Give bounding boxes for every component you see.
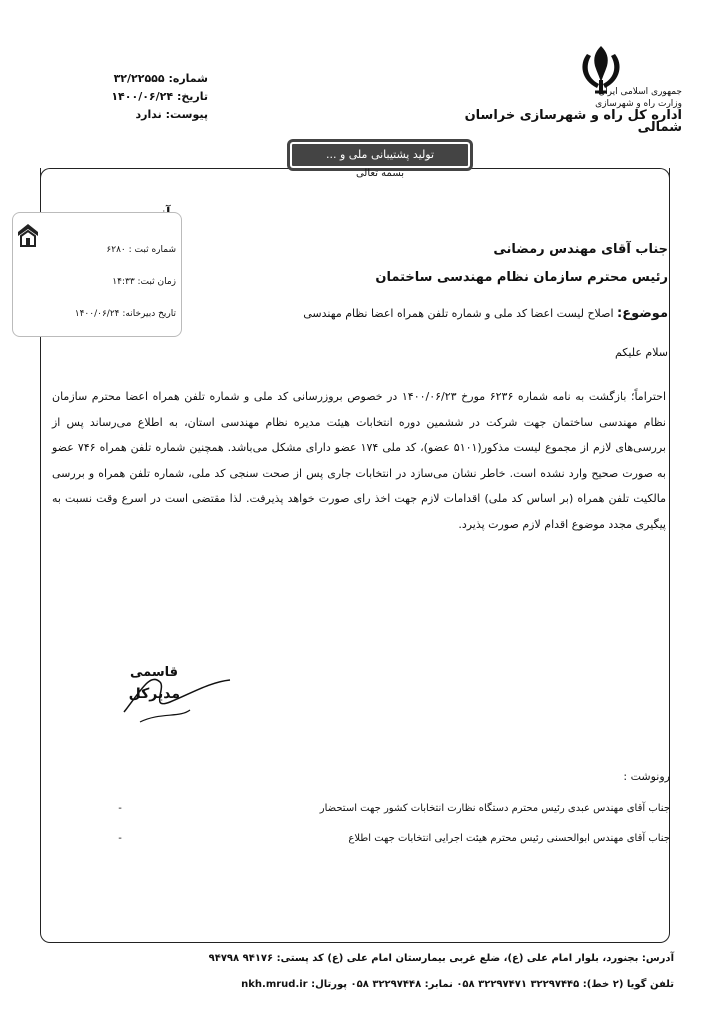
signature-title: مدیرکل xyxy=(128,686,180,702)
recipient-title: رئیس محترم سازمان نظام مهندسی ساختمان xyxy=(375,270,668,285)
bismillah: بسمه تعالی xyxy=(355,168,405,179)
ministry-header xyxy=(462,86,682,134)
stamp-reg-number: شماره ثبت : ۶۲۸۰ xyxy=(106,245,176,255)
cc-item xyxy=(110,794,670,824)
cc-list xyxy=(110,794,670,854)
stamp-reg-time: زمان ثبت: ۱۴:۳۳ xyxy=(112,277,176,287)
letter-date-value: ۱۴۰۰/۰۶/۲۴ xyxy=(111,90,174,103)
greeting: سلام علیکم xyxy=(614,346,668,359)
letter-meta xyxy=(48,70,208,124)
ministry-line-1: جمهوری اسلامی ایران xyxy=(598,87,682,97)
cc-item-dash: - xyxy=(118,803,122,814)
slogan-banner xyxy=(290,142,470,188)
letter-date xyxy=(48,88,208,106)
cc-item xyxy=(110,824,670,854)
footer-address: آدرس: بجنورد، بلوار امام علی (ع)، ضلع غربی بیمارستان امام علی (ع) کد پستی: ۹۴۱۷۶ ۹۴۷۹۸ xyxy=(208,953,674,964)
subject xyxy=(198,306,668,321)
stamp-lines xyxy=(24,234,176,330)
cc-item-text: جناب آقای مهندس ابوالحسنی رئیس محترم هیئت اجرایی انتخابات جهت اطلاع xyxy=(348,833,670,844)
letter-attachment-label: پیوست: xyxy=(165,108,208,121)
letter-attachment-value: ندارد xyxy=(135,108,162,121)
signature xyxy=(120,652,240,727)
recipient xyxy=(308,236,668,292)
footer-phones: تلفن گویا (۲ خط): ۳۲۲۹۷۴۴۵ ۳۲۲۹۷۴۷۱ ۰۵۸ نمابر: ۳۲۲۹۷۴۴۸ ۰۵۸ پورتال: nkh.mrud.ir xyxy=(241,979,674,990)
footer xyxy=(60,946,674,998)
recipient-name: جناب آقای مهندس رمضانی xyxy=(493,242,668,257)
subject-label: موضوع: xyxy=(617,306,668,321)
stamp-secretariat-date: تاریخ دبیرخانه: ۱۴۰۰/۰۶/۲۴ xyxy=(74,309,176,319)
letter-number-value: ۳۲/۲۲۵۵۵ xyxy=(113,72,165,85)
letter-body: احتراماً؛ بازگشت به نامه شماره ۶۲۳۶ مورخ ۱۴۰۰/۰۶/۲۳ در خصوص بروزرسانی کد ملی و شماره تلفن همراه اعضا محترم سازمان نظام مهندسی ساختمان جهت شرکت در ششمین دوره انتخابات هیئت مدیره نظام مهندسی استان، به اطلاع می‌رساند پس از بررسی‌های لازم از مجموع لیست مذکور(۵۱۰۱ عضو)، کد ملی ۱۷۴ عضو دارای مشکل می‌باشد. همچنین شماره تلفن همراه ۷۴۶ عضو به صورت صحیح وارد نشده است. خاطر نشان می‌سازد در انتخابات جاری پس از صحت سنجی کد ملی، شماره تلفن همراه و بررسی مالکیت تلفن همراه (بر اساس کد ملی) اقدامات لازم جهت اخذ رای صورت خواهد پذیرفت. لذا مقتضی است در اسرع وقت نسبت به پیگیری مجدد موضوع اقدام لازم صورت پذیرد. xyxy=(52,390,667,531)
cc-item-dash: - xyxy=(118,833,122,844)
subject-text: اصلاح لیست اعضا کد ملی و شماره تلفن همراه اعضا نظام مهندسی xyxy=(303,307,614,320)
ministry-line-2: وزارت راه و شهرسازی xyxy=(595,99,682,109)
signature-name: قاسمی xyxy=(129,665,178,680)
letter-number-label: شماره: xyxy=(168,72,208,85)
ministry-line-3: اداره کل راه و شهرسازی خراسان شمالی xyxy=(464,108,682,135)
letter-attachment xyxy=(48,106,208,124)
cc-item-text: جناب آقای مهندس عبدی رئیس محترم دستگاه نظارت انتخابات کشور جهت استحضار xyxy=(319,803,670,814)
slogan-banner-text: تولید پشتیبانی ملی و ... xyxy=(290,142,470,168)
cc-title: رونوشت : xyxy=(623,770,670,783)
letter-date-label: تاریخ: xyxy=(176,90,208,103)
letter-number xyxy=(48,70,208,88)
